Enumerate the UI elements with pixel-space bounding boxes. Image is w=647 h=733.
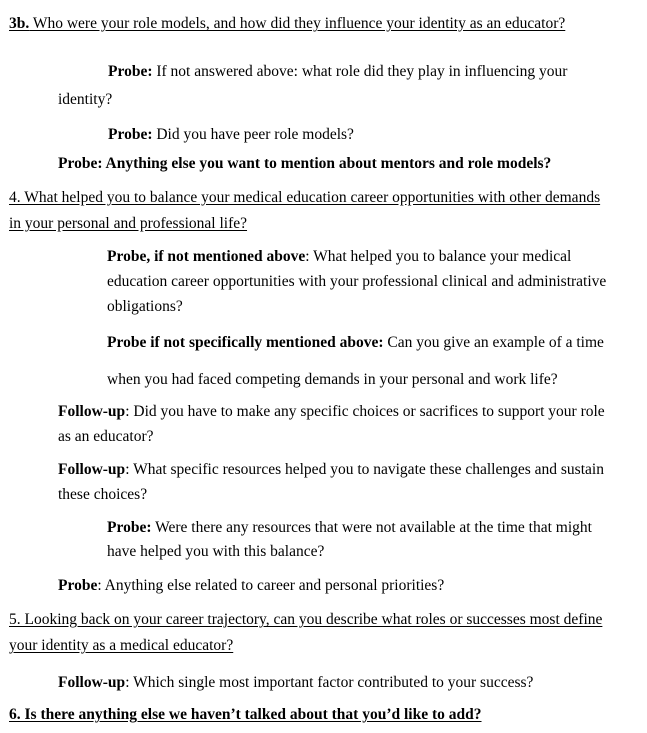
q4-probe-1-line-1 [107,247,571,267]
q4-followup-1-line-2: as an educator? [58,428,154,445]
q4-followup-2-text: : What specific resources helped you to navigate these challenges and sustain [125,461,604,478]
q4-probe-1-line-3: obligations? [107,298,183,315]
q3b-probe-1-text: If not answered above: what role did they play in influencing your [152,63,568,80]
q4-probe-3-line-2: have helped you with this balance? [107,543,325,560]
q5-followup-text: : Which single most important factor contributed to your success? [125,674,534,691]
q4-followup-2-line-1 [58,460,604,480]
q4-followup-1-line-1 [58,402,605,422]
q4-probe-1-text: : What helped you to balance your medical [305,248,572,265]
q4-probe-1-label: Probe, if not mentioned above [107,248,306,265]
q3b-probe-1-label: Probe: [108,63,153,80]
q4-probe-3-text: Were there any resources that were not available at the time that might [151,519,592,536]
q4-probe-1-line-2: education career opportunities with your professional clinical and administrative [107,273,607,290]
q3b-probe-1-line-2: identity? [58,91,113,108]
q4-followup-1-label: Follow-up [58,403,126,420]
q4-probe-4-label: Probe [58,577,98,594]
q4-probe-4-text: : Anything else related to career and personal priorities? [97,577,445,594]
q5-followup-label: Follow-up [58,674,126,691]
question-4-line-1: 4. What helped you to balance your medical education career opportunities with other demands [9,189,601,206]
question-4-line-2: in your personal and professional life? [9,215,248,232]
q3b-probe-2-label: Probe: [108,126,153,143]
question-3b-number: 3b. [9,15,30,32]
question-5-line-1: 5. Looking back on your career trajectory, can you describe what roles or successes most define [9,611,603,628]
q4-probe-2-line-2: when you had faced competing demands in your personal and work life? [107,371,558,388]
question-3b-text: Who were your role models, and how did they influence your identity as an educator? [29,15,566,32]
q3b-probe-3 [58,154,551,174]
q3b-probe-2-text: Did you have peer role models? [152,126,354,143]
question-6-text: 6. Is there anything else we haven’t talked about that you’d like to add? [9,706,482,723]
question-5-line-2: your identity as a medical educator? [9,637,234,654]
q5-followup [58,673,533,693]
q4-followup-2-label: Follow-up [58,461,126,478]
q3b-probe-3-text: Probe: Anything else you want to mention about mentors and role models? [58,155,552,172]
q3b-probe-2 [108,125,354,145]
q4-probe-3-line-1 [107,518,592,538]
q4-followup-1-text: : Did you have to make any specific choices or sacrifices to support your role [125,403,605,420]
q4-probe-2-label: Probe if not specifically mentioned above: [107,334,384,351]
q4-probe-2-line-1 [107,333,604,353]
q4-probe-3-label: Probe: [107,519,152,536]
q4-followup-2-line-2: these choices? [58,486,148,503]
q4-probe-2-text: Can you give an example of a time [383,334,604,351]
question-6 [9,705,482,725]
q4-probe-4 [58,576,444,596]
question-3b [9,14,565,34]
q3b-probe-1-line-1 [108,62,567,82]
